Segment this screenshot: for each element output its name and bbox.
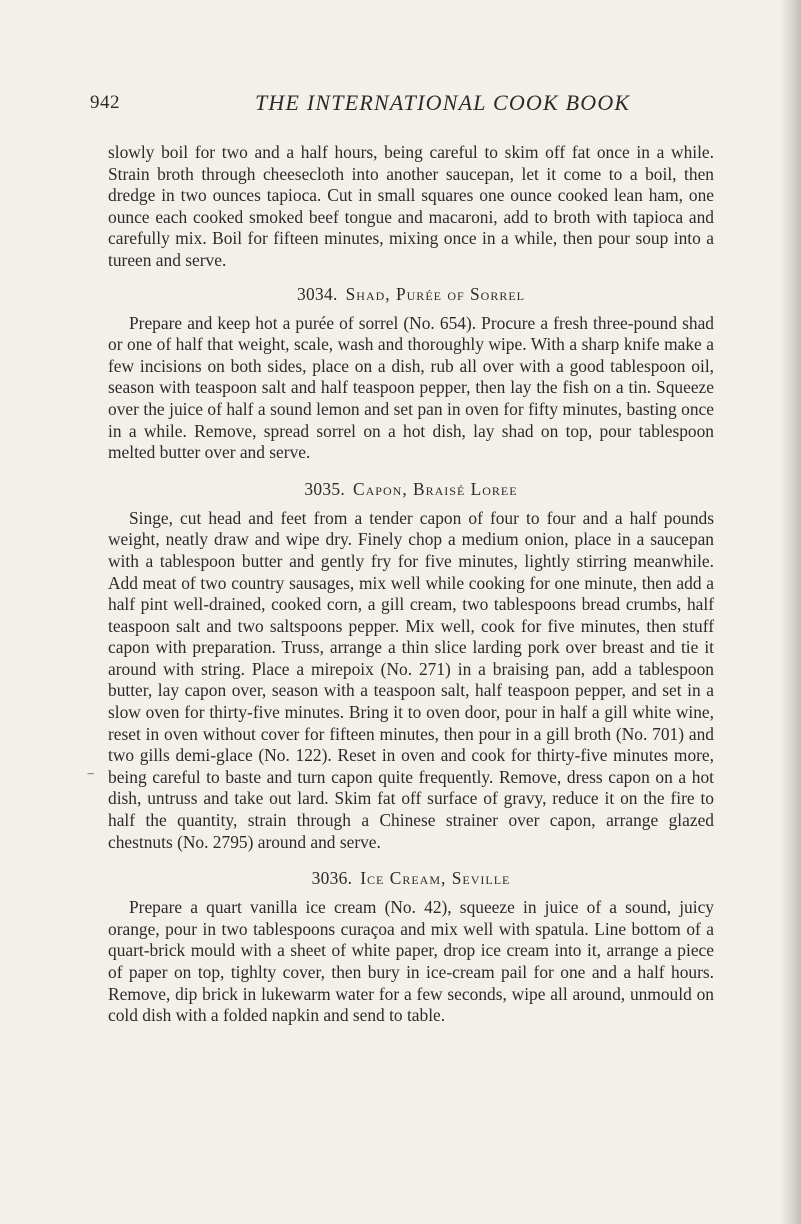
page-header xyxy=(90,92,710,122)
recipe-number: 3034. xyxy=(296,283,338,304)
margin-mark: ‾ xyxy=(88,773,94,790)
page-edge-shadow xyxy=(779,0,801,1224)
recipe-body-3036: Prepare a quart vanilla ice cream (No. 42), squeeze in juice of a sound, juicy orange, pour in two tablespoons curaçoa and mix well with spatula. Line bottom of a quart-brick mould with a sheet of white paper, drop ice cream into it, arrange a piece of paper on top, tighlty cover, then bury in ice-cream pail for one and a half hours. Remove, dip brick in lukewarm water for a few seconds, wipe all around, unmould on cold dish with a folded napkin and send to table. xyxy=(108,897,714,1026)
continued-paragraph: slowly boil for two and a half hours, being careful to skim off fat once in a while. Strain broth through cheesecloth into another saucepan, let it come to a boil, then dredge in two ounces tapioca. Cut in small squares one ounce cooked lean ham, one ounce each cooked smoked beef tongue and macaroni, add to broth with tapioca and carefully mix. Boil for fifteen minutes, mixing once in a while, then pour soup into a tureen and serve. xyxy=(108,142,714,270)
recipe-body-3035: Singe, cut head and feet from a tender capon of four to four and a half pounds weight, neatly draw and wipe dry. Finely chop a medium onion, place in a saucepan with a tablespoon butter and gently fry for five minutes, lightly stirring meanwhile. Add meat of two country sausages, mix well while cooking for one minute, then add a half pint well-drained, cooked corn, a gill cream, two tablespoons bread crumbs, half teaspoon salt and two saltspoons pepper. Mix well, cook for five minutes, then stuff capon with preparation. Truss, arrange a thin slice larding pork over breast and tie it around with string. Place a mirepoix (No. 271) in a braising pan, add a tablespoon butter, lay capon over, season with a teaspoon salt, half teaspoon pepper, and set in a slow oven for thirty-five minutes. Bring it to oven door, pour in half a gill white wine, reset in oven without cover for fifteen minutes, then pour in a gill broth (No. 701) and two gills demi-glace (No. 122). Reset in oven and cook for thirty-five minutes more, being careful to baste and turn capon quite frequently. Remove, dress capon on a hot dish, untruss and take out lard. Skim fat off surface of gravy, reduce it on the fire to half the quantity, strain through a Chinese strainer over capon, arrange glazed chestnuts (No. 2795) around and serve. xyxy=(108,507,714,852)
running-title: THE INTERNATIONAL COOK BOOK xyxy=(255,90,631,115)
recipe-number: 3035. xyxy=(304,478,346,499)
recipe-title: Capon, Braisé Loree xyxy=(353,478,518,499)
recipe-title: Shad, Purée of Sorrel xyxy=(345,283,526,304)
recipe-number: 3036. xyxy=(311,868,353,889)
page-number: 942 xyxy=(90,92,120,113)
recipe-heading-3034 xyxy=(108,283,714,305)
page-body xyxy=(108,142,714,1027)
recipe-title: Ice Cream, Seville xyxy=(360,868,511,889)
recipe-heading-3035 xyxy=(108,478,714,500)
recipe-body-3034: Prepare and keep hot a purée of sorrel (No. 654). Procure a fresh three-pound shad or one of half that weight, scale, wash and thoroughly wipe. With a sharp knife make a few incisions on both sides, place on a dish, rub all over with a good tablespoon oil, season with teaspoon salt and half teaspoon pepper, then lay the fish on a tin. Squeeze over the juice of half a sound lemon and set pan in oven for fifty minutes, basting once in a while. Remove, spread sorrel on a hot dish, lay shad on top, pour tablespoon melted butter over and serve. xyxy=(108,312,714,463)
recipe-heading-3036 xyxy=(108,867,714,889)
